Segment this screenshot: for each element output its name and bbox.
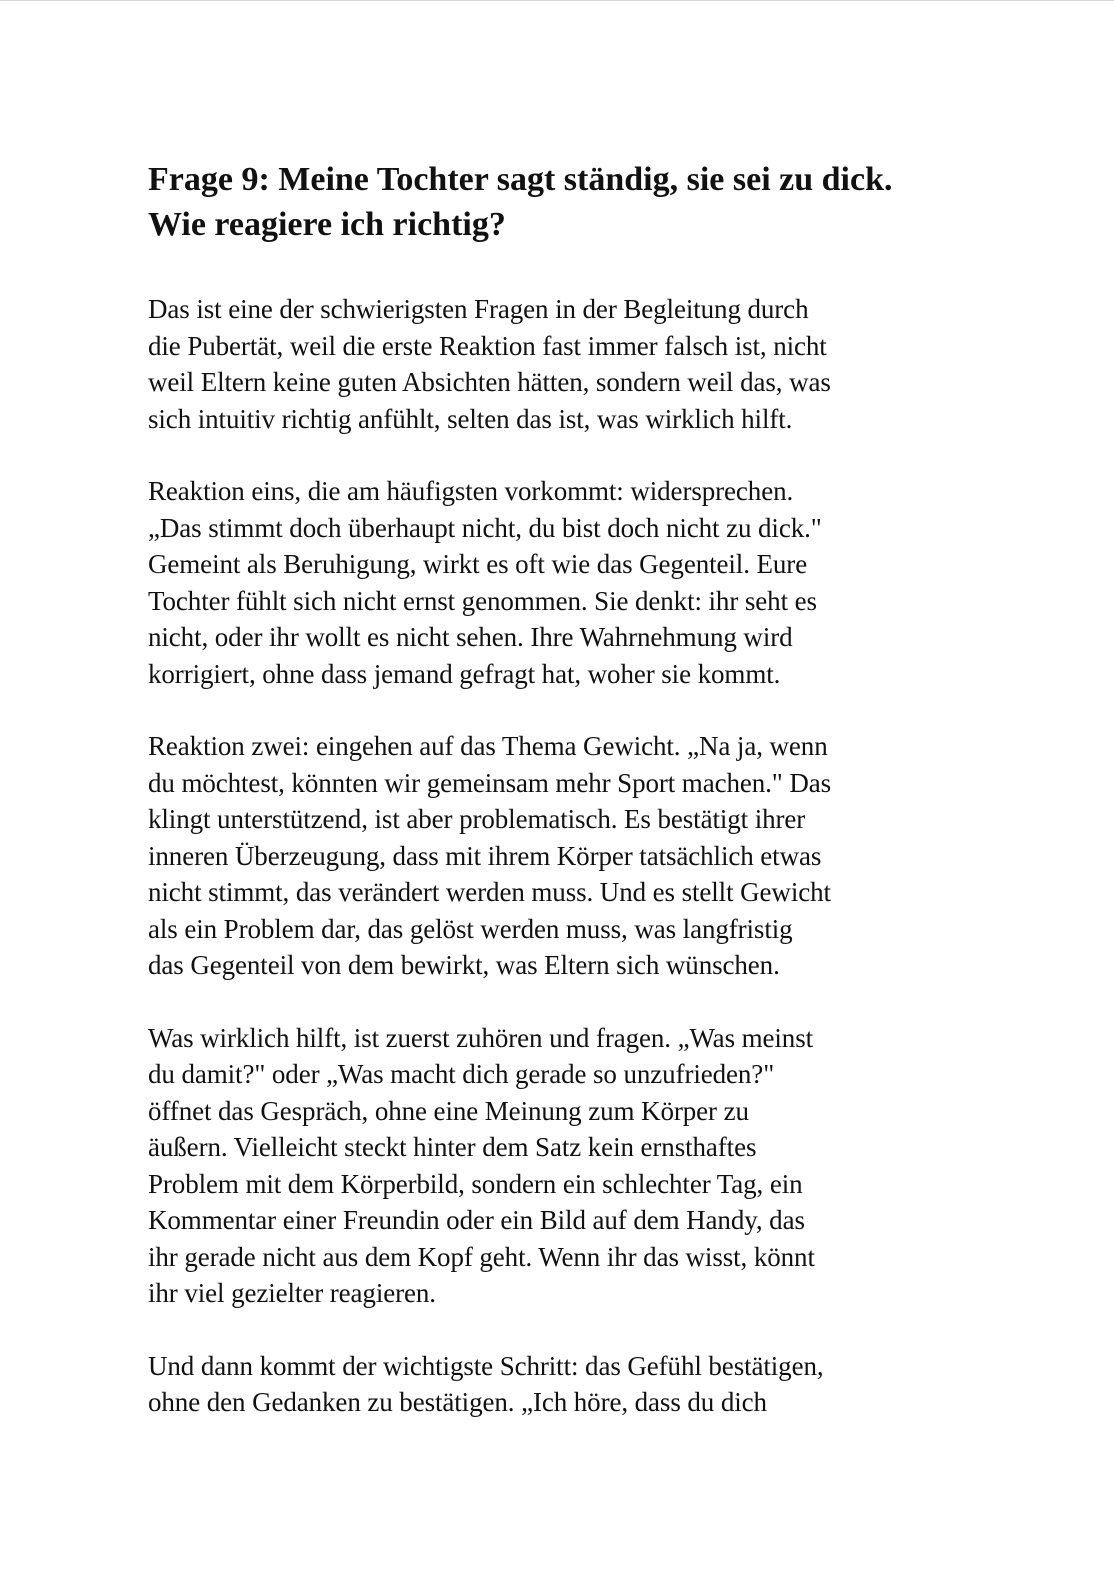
text-line: weil Eltern keine guten Absichten hätten, sondern weil das, was [148,367,831,397]
text-line: inneren Überzeugung, dass mit ihrem Körper tatsächlich etwas [148,840,822,871]
text-line: du damit?" oder „Was macht dich gerade so unzufrieden?" [148,1059,775,1089]
text-line: Was wirklich hilft, ist zuerst zuhören und fragen. „Was meinst [148,1022,814,1053]
paragraph-reaction-two [148,728,978,984]
text-line: Kommentar einer Freundin oder ein Bild auf dem Handy, das [148,1205,805,1235]
text-line: du möchtest, könnten wir gemeinsam mehr Sport machen." Das [148,767,832,798]
paragraph-reaction-one [148,473,978,692]
heading-line: Wie reagiere ich richtig? [148,206,506,243]
text-line: äußern. Vielleicht steckt hinter dem Satz kein ernsthaftes [148,1132,757,1162]
text-line: öffnet das Gespräch, ohne eine Meinung zum Körper zu [148,1095,749,1126]
text-line: nicht, oder ihr wollt es nicht sehen. Ihre Wahrnehmung wird [148,622,793,652]
text-line: klingt unterstützend, ist aber problematisch. Es bestätigt ihrer [148,804,806,834]
paragraph-what-helps [148,1020,978,1312]
text-line: nicht stimmt, das verändert werden muss. Und es stellt Gewicht [148,877,831,907]
heading-line: Frage 9: Meine Tochter sagt ständig, sie sei zu dick. [148,161,893,198]
text-line: Gemeint als Beruhigung, wirkt es oft wie das Gegenteil. Eure [148,549,808,579]
paragraph-next-step [148,1348,978,1421]
text-line: sich intuitiv richtig anfühlt, selten das ist, was wirklich hilft. [148,403,793,434]
text-line: Das ist eine der schwierigsten Fragen in der Begleitung durch [148,294,809,324]
text-line: Tochter fühlt sich nicht ernst genommen. Sie denkt: ihr seht es [148,585,817,616]
text-line: „Das stimmt doch überhaupt nicht, du bist doch nicht zu dick." [148,512,822,543]
page-content [148,157,978,1457]
text-line: korrigiert, ohne dass jemand gefragt hat, woher sie kommt. [148,658,781,689]
text-line: Reaktion zwei: eingehen auf das Thema Gewicht. „Na ja, wenn [148,731,828,761]
text-line: ihr viel gezielter reagieren. [148,1278,436,1308]
text-line: ihr gerade nicht aus dem Kopf geht. Wenn ihr das wisst, könnt [148,1241,815,1272]
text-line: die Pubertät, weil die erste Reaktion fast immer falsch ist, nicht [148,330,827,361]
question-heading [148,157,978,247]
text-line: ohne den Gedanken zu bestätigen. „Ich höre, dass du dich [148,1387,767,1417]
text-line: Und dann kommt der wichtigste Schritt: das Gefühl bestätigen, [148,1350,824,1381]
text-line: das Gegenteil von dem bewirkt, was Eltern sich wünschen. [148,950,780,980]
text-line: als ein Problem dar, das gelöst werden muss, was langfristig [148,913,793,944]
text-line: Reaktion eins, die am häufigsten vorkommt: widersprechen. [148,476,794,506]
paragraph-intro [148,291,978,437]
text-line: Problem mit dem Körperbild, sondern ein schlechter Tag, ein [148,1168,803,1199]
